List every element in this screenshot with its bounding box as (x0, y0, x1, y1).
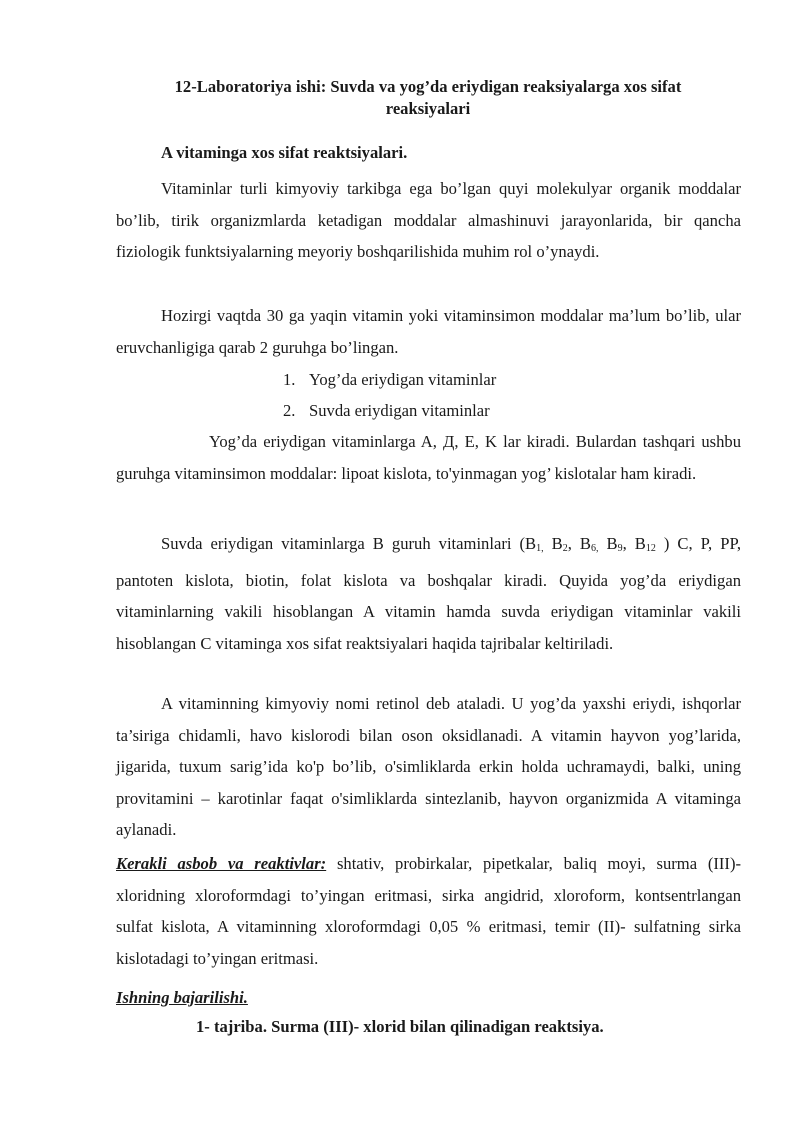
section-subheading: A vitaminga xos sifat reaktsiyalari. (161, 143, 408, 162)
paragraph-vitamin-count: Hozirgi vaqtda 30 ga yaqin vitamin yoki vitaminsimon moddalar ma’lum bo’lib, ular eruvchanligiga qarab 2 guruhga bo’lingan. (116, 306, 741, 357)
paragraph-vitamin-a: A vitaminning kimyoviy nomi retinol deb ataladi. U yog’da yaxshi eriydi, ishqorlar ta’siriga chidamli, havo kislorodi bilan oson oksidlanadi. A vitamin hayvon yog’larida, jigarida, tuxum sarig’ida ko'p bo’lib, o'simliklarda erkin holda uchramaydi, balki, uning provitamini – karotinlar faqat o'simliklarda sintezlanib, hayvon organizmida A vitaminga aylanadi. (116, 694, 741, 840)
paragraph-vitamins-intro: Vitaminlar turli kimyoviy tarkibga ega bo’lgan quyi molekulyar organik moddalar bo’lib, tirik organizmlarda ketadigan moddalar almashinuvi jarayonlarida, bir qancha fiziologik funktsiyalarning meyoriy boshqarilishida muhim rol o’ynaydi. (116, 179, 741, 262)
paragraph-water-soluble: Suvda eriydigan vitaminlarga B guruh vitaminlari ($B_{1,}$ $B_2$, $B_{6,}$ $B_9$, $B_{12}$ ) C, P, PP, pantoten kislota, biotin, folat kislota va boshqalar kiradi. Quyida yog’da eriydigan vitaminlarning vakili hisoblangan A vitamin hamda suvda eriydigan vitaminlar vakili hisoblangan C vitaminga xos sifat reaktsiyalari haqida tajribalar keltiriladi. (116, 534, 741, 653)
list-item (283, 369, 496, 391)
reagents-text: shtativ, probirkalar, pipetkalar, baliq moyi, surma (III)-xloridning xloroformdagi to’yingan eritmasi, sirka angidrid, xloroform, kontsentrlangan sulfat kislota, A vitaminning xloroformdagi 0,05 % eritmasi, temir (II)- sulfatning sirka kislotadagi to’yingan eritmasi. (116, 854, 741, 968)
title-line-2: reaksiyalari (385, 99, 471, 118)
paragraph-fat-soluble: Yog’da eriydigan vitaminlarga A, Д, E, K lar kiradi. Bulardan tashqari ushbu guruhga vitaminsimon moddalar: lipoat kislota, to'yinmagan yog’ kislotalar ham kiradi. (116, 432, 741, 483)
title-line-1: 12-Laboratoriya ishi: Suvda va yog’da eriydigan reaksiyalarga xos sifat (174, 77, 682, 96)
list-item-text: Yog’da eriydigan vitaminlar (309, 370, 497, 389)
list-item-text: Suvda eriydigan vitaminlar (309, 401, 490, 420)
list-item (283, 400, 490, 422)
list-item-number: 1. (283, 370, 296, 389)
experiment-title: 1- tajriba. Surma (III)- xlorid bilan qilinadigan reaktsiya. (196, 1017, 604, 1036)
reagents-label: Kerakli asbob va reaktivlar: (116, 854, 327, 873)
list-item-number: 2. (283, 401, 296, 420)
procedure-label: Ishning bajarilishi. (116, 988, 248, 1007)
page-title (128, 76, 728, 120)
paragraph-reagents (116, 848, 741, 974)
